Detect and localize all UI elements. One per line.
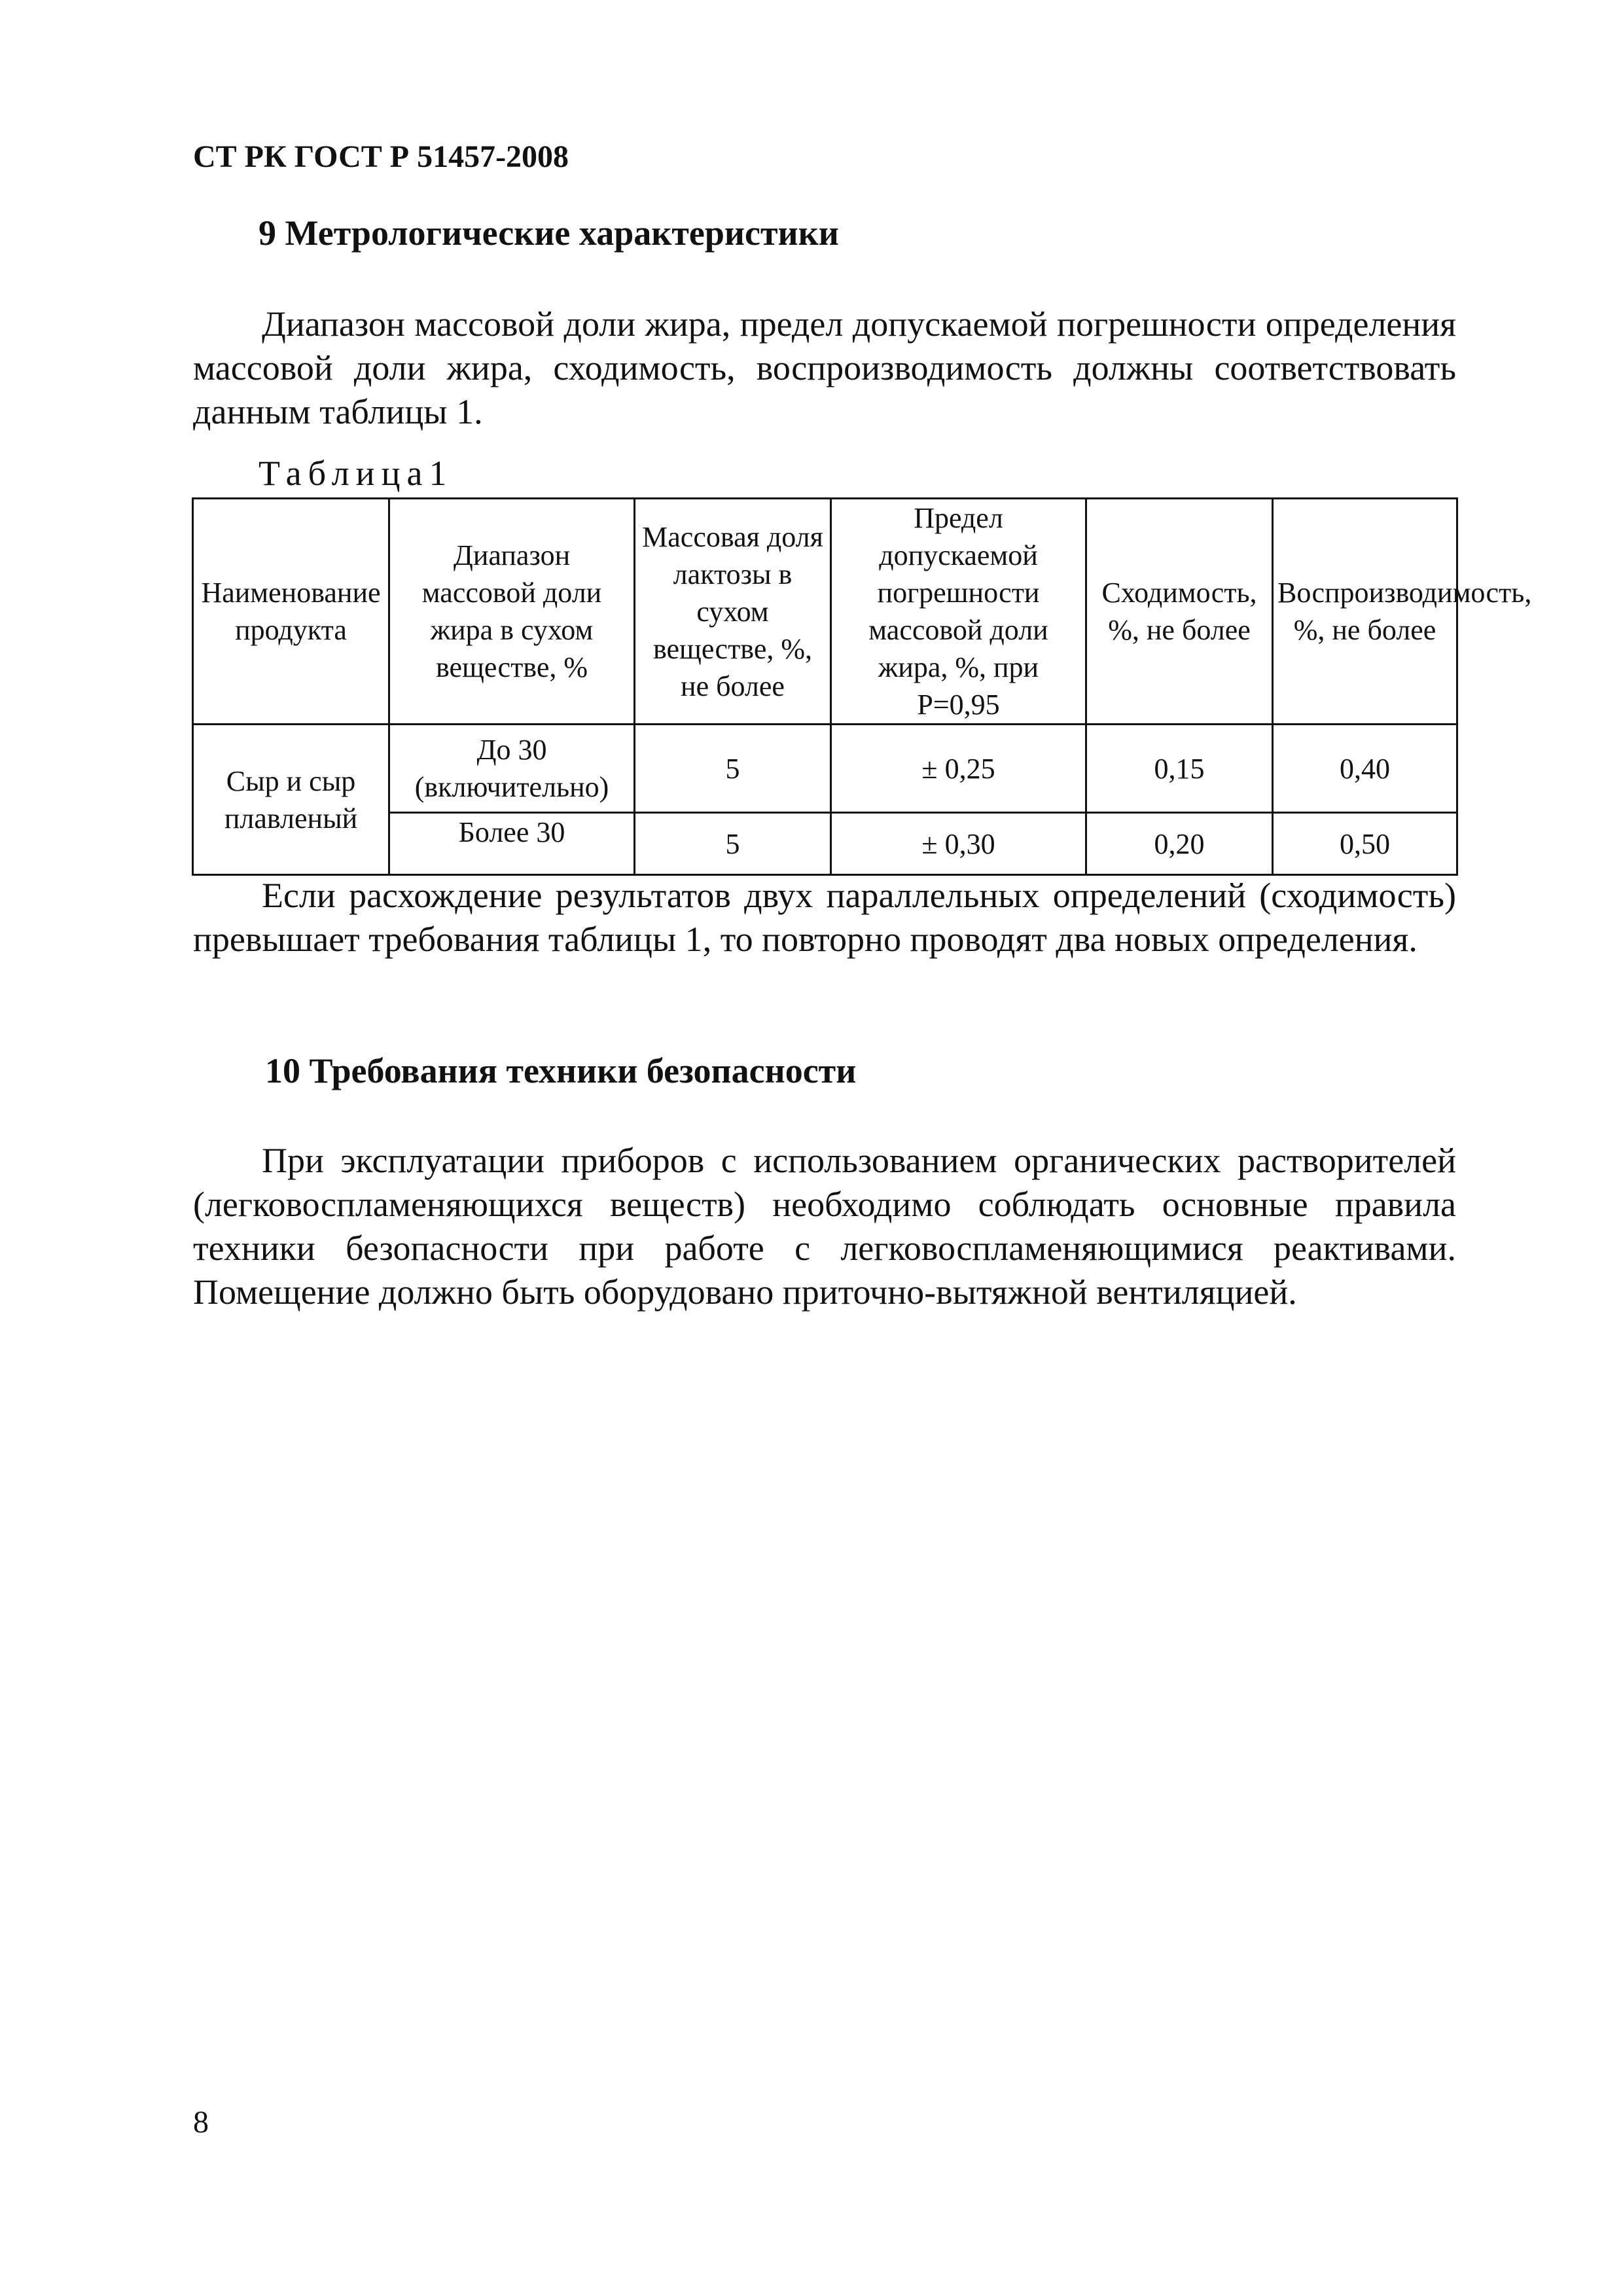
table-header-row (193, 499, 1457, 725)
section-9-text: Диапазон массовой доли жира, предел допускаемой погрешности определения массовой доли жира, сходимость, воспроизводимость должны соответствовать данным таблицы 1. (193, 304, 1456, 431)
header-reproducibility: Воспроизводимость, %, не более (1273, 499, 1457, 725)
section-10-heading: 10 Требования техники безопасности (265, 1051, 857, 1090)
document-code-header: СТ РК ГОСТ Р 51457-2008 (193, 139, 569, 174)
section-9-paragraph (193, 302, 1456, 434)
lactose-cell: 5 (635, 725, 831, 813)
section-10-text: При эксплуатации приборов с использованием органических растворителей (легковоспламеняющихся веществ) необходимо соблюдать основные правила техники безопасности при работе с легковоспламеняющимися реактивами. Помещение должно быть оборудовано приточно-вытяжной вентиляцией. (193, 1141, 1456, 1312)
error-limit-cell: ± 0,30 (831, 813, 1086, 875)
repeatability-cell: 0,15 (1086, 725, 1273, 813)
header-lactose: Массовая доля лактозы в сухом веществе, %, не более (635, 499, 831, 725)
reproducibility-cell: 0,40 (1273, 725, 1457, 813)
header-fat-range: Диапазон массовой доли жира в сухом веществе, % (389, 499, 635, 725)
metrology-table (192, 497, 1532, 876)
section-9-heading: 9 Метрологические характеристики (259, 213, 839, 253)
table-row (193, 725, 1457, 813)
header-repeatability: Сходимость, %, не более (1086, 499, 1273, 725)
fat-range-cell: Более 30 (389, 813, 635, 875)
error-limit-cell: ± 0,25 (831, 725, 1086, 813)
lactose-cell: 5 (635, 813, 831, 875)
repeatability-note-paragraph (193, 874, 1456, 961)
table-caption: Таблица1 (259, 454, 454, 493)
reproducibility-cell: 0,50 (1273, 813, 1457, 875)
page-number: 8 (193, 2105, 209, 2140)
header-error-limit: Предел допускаемой погрешности массовой доли жира, %, при Р=0,95 (831, 499, 1086, 725)
header-product-name: Наименование продукта (193, 499, 389, 725)
fat-range-cell: До 30 (включительно) (389, 725, 635, 813)
product-name-cell: Сыр и сыр плавленый (193, 725, 389, 875)
repeatability-note-text: Если расхождение результатов двух параллельных определений (сходимость) превышает требования таблицы 1, то повторно проводят два новых определения. (193, 876, 1456, 959)
section-10-paragraph (193, 1139, 1456, 1314)
repeatability-cell: 0,20 (1086, 813, 1273, 875)
